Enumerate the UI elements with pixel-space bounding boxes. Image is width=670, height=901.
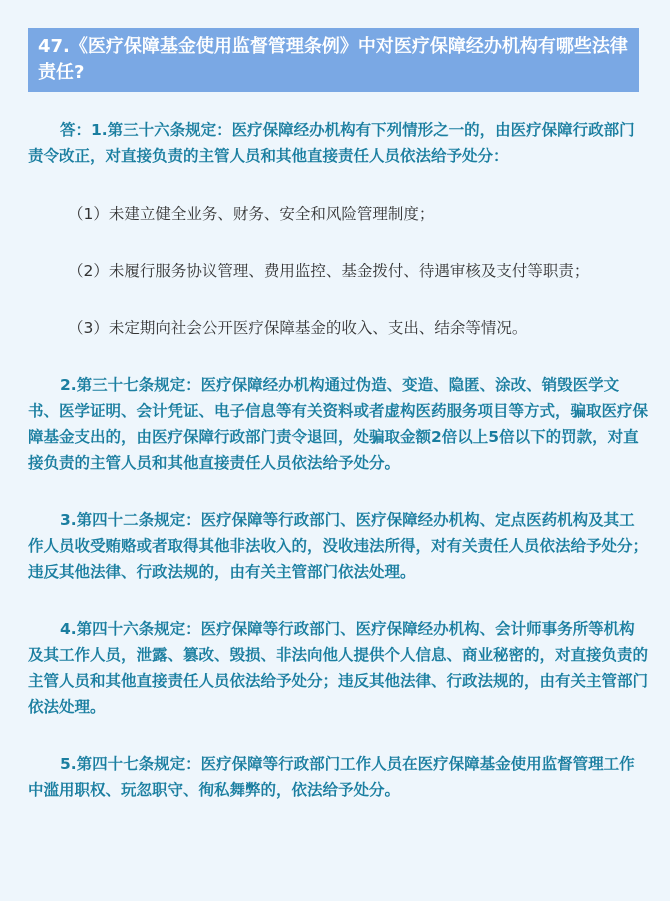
list-item: （1）未建立健全业务、财务、安全和风险管理制度； bbox=[68, 205, 435, 223]
answer-content bbox=[28, 117, 648, 803]
article-42-paragraph: 3.第四十二条规定：医疗保障等行政部门、医疗保障经办机构、定点医药机构及其工作人员收受贿赂或者取得其他非法收入的，没收违法所得，对有关责任人员依法给予处分；违反其他法律、行政法规的，由有关主管部门依法处理。 bbox=[28, 511, 649, 581]
question-title: 47.《医疗保障基金使用监督管理条例》中对医疗保障经办机构有哪些法律责任? bbox=[38, 36, 628, 83]
article-36-paragraph: 答：1.第三十六条规定：医疗保障经办机构有下列情形之一的，由医疗保障行政部门责令改正，对直接负责的主管人员和其他直接责任人员依法给予处分： bbox=[28, 121, 635, 165]
article-46-paragraph: 4.第四十六条规定：医疗保障等行政部门、医疗保障经办机构、会计师事务所等机构及其工作人员，泄露、篡改、毁损、非法向他人提供个人信息、商业秘密的，对直接负责的主管人员和其他直接责任人员依法给予处分；违反其他法律、行政法规的，由有关主管部门依法处理。 bbox=[28, 620, 649, 716]
list-item: （3）未定期向社会公开医疗保障基金的收入、支出、结余等情况。 bbox=[68, 319, 528, 337]
list-item: （2）未履行服务协议管理、费用监控、基金拨付、待遇审核及支付等职责； bbox=[68, 262, 590, 280]
article-47-paragraph: 5.第四十七条规定：医疗保障等行政部门工作人员在医疗保障基金使用监督管理工作中滥用职权、玩忽职守、徇私舞弊的，依法给予处分。 bbox=[28, 755, 635, 799]
article-37-paragraph: 2.第三十七条规定：医疗保障经办机构通过伪造、变造、隐匿、涂改、销毁医学文书、医学证明、会计凭证、电子信息等有关资料或者虚构医药服务项目等方式，骗取医疗保障基金支出的，由医疗保障行政部门责令退回，处骗取金额2倍以上5倍以下的罚款，对直接负责的主管人员和其他直接责任人员依法给予处分。 bbox=[28, 376, 649, 472]
question-title-banner bbox=[28, 28, 639, 92]
